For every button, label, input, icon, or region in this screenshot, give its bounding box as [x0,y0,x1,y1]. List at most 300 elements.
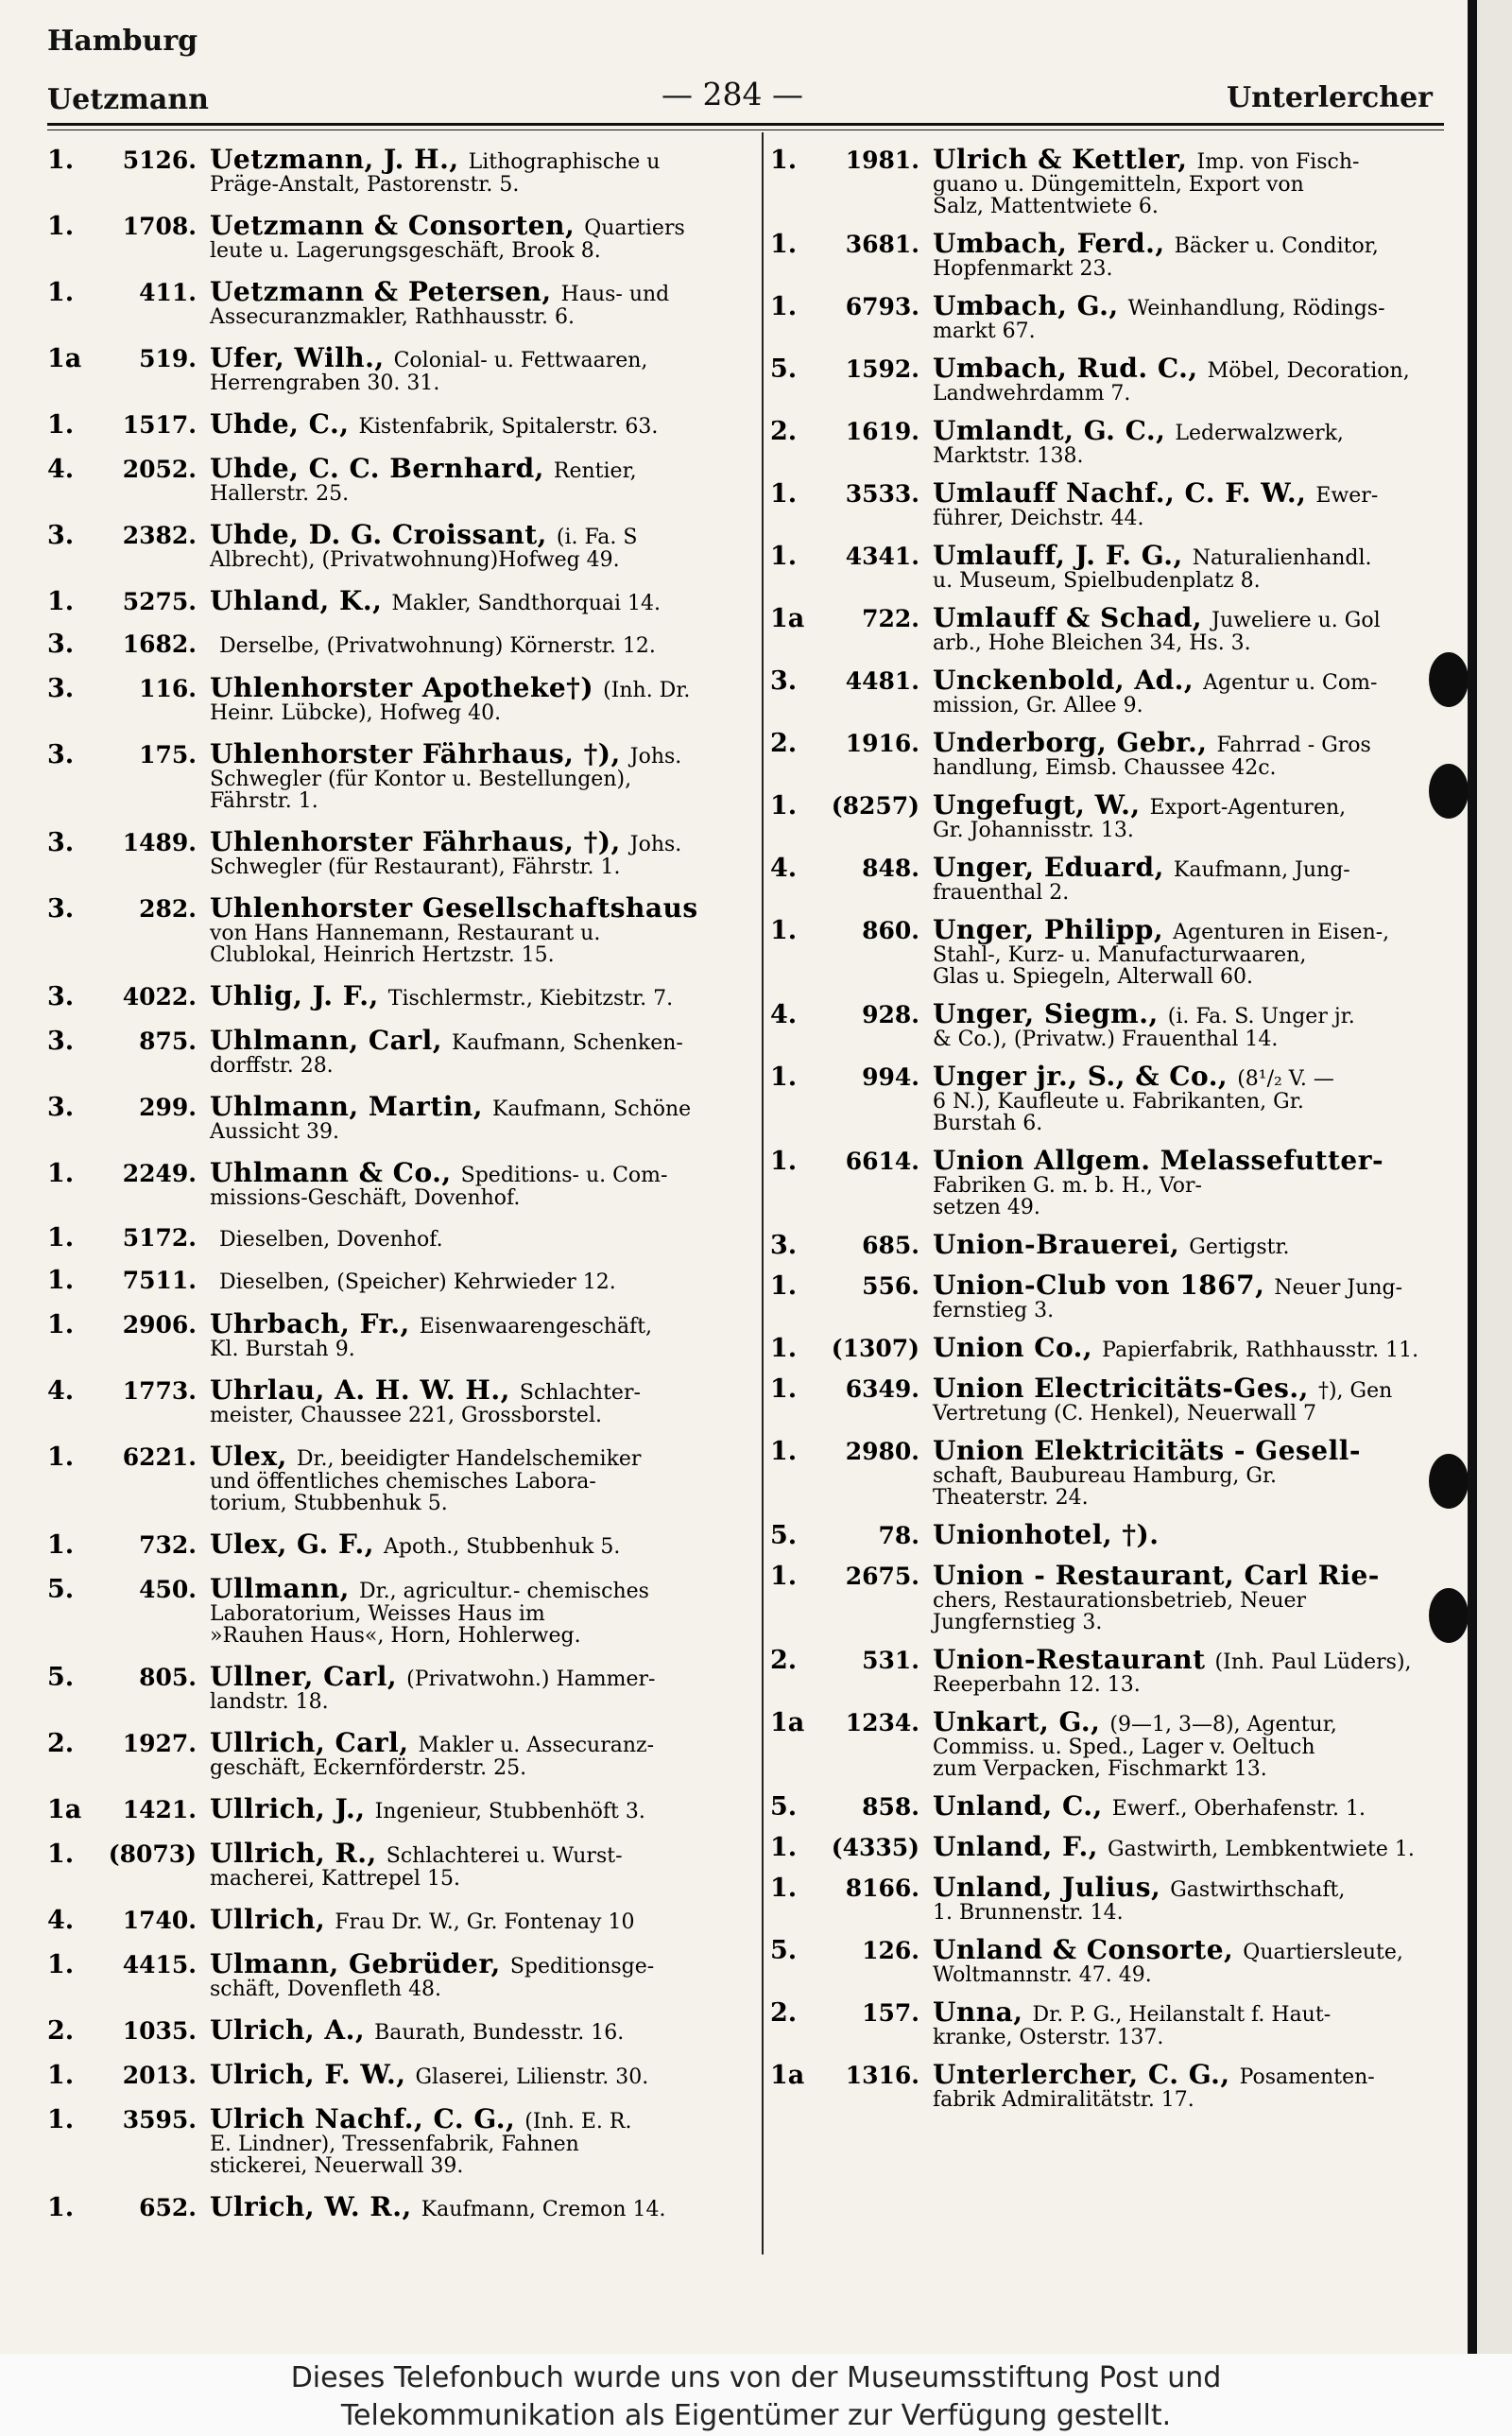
entry-first-line [47,1904,742,1935]
entry-continuation-line: Fabriken G. m. b. H., Vor- [933,1174,1202,1198]
entry-first-line [47,519,742,550]
entry-description: Naturalienhandl. [1192,546,1372,570]
entry-description: Apoth., Stubbenhuk 5. [384,1535,621,1559]
entry-description: Quartiers [584,216,685,240]
subscriber-name: Uhde, C. C. Bernhard, [210,453,544,484]
directory-entry [47,585,742,616]
entry-description: Agentur u. Com- [1203,671,1378,695]
entry-description: Ewerf., Oberhafenstr. 1. [1111,1797,1366,1821]
entry-description: †), Gen [1317,1379,1393,1403]
subscriber-name: Uetzmann & Consorten, [210,210,576,241]
subscriber-name: Uhlig, J. F., [210,980,379,1011]
entry-continuation-line: Fährstr. 1. [210,789,318,813]
phone-number: 78. [878,1522,919,1549]
exchange-code: 1. [770,1374,798,1404]
entry-continuation-line: Glas u. Spiegeln, Alterwall 60. [933,965,1253,989]
entry-continuation-line: Stahl-, Kurz- u. Manufacturwaaren, [933,943,1307,967]
exchange-code: 3. [47,630,75,659]
exchange-code: 3. [47,521,75,550]
phone-number: 1916. [845,730,919,757]
page-spine-shadow [1468,0,1477,2354]
exchange-code: 4. [47,1376,75,1406]
directory-entry [770,852,1465,905]
entry-first-line [47,210,742,241]
subscriber-name: Uhde, D. G. Croissant, [210,519,547,550]
entry-continuation-line: guano u. Düngemitteln, Export von [933,173,1304,197]
directory-entry [47,408,742,440]
entry-first-line [770,1831,1465,1862]
entry-first-line [770,1061,1465,1092]
phone-number: 1592. [845,355,919,383]
directory-entry [47,2059,742,2090]
entry-first-line [47,1661,742,1692]
entry-continuation-line: fernstieg 3. [933,1299,1055,1322]
subscriber-name: Uhlenhorster Apotheke†) [210,672,594,703]
footer-line-1: Dieses Telefonbuch wurde uns von der Museumsstiftung Post und [290,2361,1222,2394]
exchange-code: 1. [770,1562,798,1591]
subscriber-name: Unland & Consorte, [933,1934,1234,1965]
exchange-code: 1. [47,146,75,175]
entry-continuation-line: Gr. Johannisstr. 13. [933,819,1134,842]
entry-first-line [47,1529,742,1560]
entry-description: Möbel, Decoration, [1207,359,1410,383]
directory-entry [770,602,1465,655]
subscriber-name: Unger, Philipp, [933,914,1164,945]
entry-continuation-line: Marktstr. 138. [933,444,1084,468]
subscriber-name: Umlauff Nachf., C. F. W., [933,477,1307,509]
entry-description: Lederwalzwerk, [1175,422,1344,445]
subscriber-name: Ulex, [210,1441,287,1472]
exchange-code: 1. [47,1443,75,1472]
exchange-code: 3. [47,894,75,924]
entry-description: Haus- und [560,283,670,306]
entry-description: Gertigstr. [1189,1235,1290,1259]
phone-number: 7511. [122,1267,197,1294]
directory-entry [770,228,1465,281]
entry-description: Export-Agenturen, [1149,796,1347,820]
subscriber-name: Umbach, Rud. C., [933,353,1198,384]
subscriber-name: Unna, [933,1996,1023,2028]
entry-continuation-line: Vertretung (C. Henkel), Neuerwall 7 [933,1402,1316,1425]
entry-first-line [47,2014,742,2046]
phone-number: 2052. [122,456,197,483]
copyright-footer [0,2354,1512,2436]
directory-entry [770,1706,1465,1781]
subscriber-name: Underborg, Gebr., [933,727,1208,758]
entry-continuation-line: 1. Brunnenstr. 14. [933,1901,1124,1925]
entry-description: Quartiersleute, [1243,1941,1403,1964]
directory-entry [770,1373,1465,1425]
exchange-code: 1a [47,1795,82,1824]
binding-hole-mark [1429,1588,1469,1643]
entry-continuation-line: markt 67. [933,320,1036,343]
entry-description: Imp. von Fisch- [1196,150,1360,174]
directory-entry [770,1061,1465,1135]
entry-description: Dr., agricultur.- chemisches [358,1580,649,1603]
subscriber-name: Ullner, Carl, [210,1661,398,1692]
entry-continuation-line: Commiss. u. Sped., Lager v. Oeltuch [933,1736,1315,1759]
exchange-code: 1. [47,1223,75,1253]
directory-entry [770,1435,1465,1510]
entry-continuation-line: setzen 49. [933,1196,1040,1219]
phone-number: 157. [862,1999,919,2027]
directory-entry [47,1948,742,2001]
entry-description: (Privatwohn.) Hammer- [406,1667,656,1691]
directory-entry [770,290,1465,343]
exchange-code: 1. [770,1334,798,1363]
phone-number: 4481. [845,667,919,695]
subscriber-name: Union Co., [933,1332,1093,1363]
subscriber-name: Union Allgem. Melassefutter- [933,1145,1384,1176]
directory-entry [770,1831,1465,1862]
subscriber-name: Unger, Eduard, [933,852,1164,883]
directory-entry [47,1838,742,1891]
entry-description: Tischlermstr., Kiebitzstr. 7. [387,987,674,1011]
entry-first-line [47,144,742,175]
exchange-code: 5. [47,1663,75,1692]
entry-continuation-line: frauenthal 2. [933,881,1070,905]
entry-description: (i. Fa. S [556,526,638,549]
entry-first-line [770,1145,1465,1176]
entry-continuation-line: Hallerstr. 25. [210,482,350,506]
subscriber-name: Uhlenhorster Fährhaus, †), [210,738,621,769]
exchange-code: 3. [770,1231,798,1260]
subscriber-name: Unkart, G., [933,1706,1101,1737]
directory-entry [47,1793,742,1824]
entry-description: (Inh. Dr. [603,679,691,702]
subscriber-name: Uhlmann, Martin, [210,1091,483,1122]
subscriber-name: Ullmann, [210,1573,350,1604]
phone-number: 8166. [845,1875,919,1902]
entry-first-line [770,1332,1465,1363]
phone-number: 994. [862,1063,919,1091]
subscriber-name: Ufer, Wilh., [210,342,385,373]
exchange-code: 1a [47,344,82,373]
phone-number: 6349. [845,1375,919,1403]
entry-continuation-line: Woltmannstr. 47. 49. [933,1963,1152,1987]
entry-first-line [47,1573,742,1604]
exchange-code: 4. [770,1000,798,1029]
entry-continuation-line: zum Verpacken, Fischmarkt 13. [933,1757,1267,1781]
entry-continuation-line: Heinr. Lübcke), Hofweg 40. [210,701,502,725]
subscriber-name: Ulrich, W. R., [210,2191,412,2222]
entry-description: (i. Fa. S. Unger jr. [1167,1005,1355,1028]
entry-first-line [770,1435,1465,1466]
exchange-code: 1. [47,1310,75,1339]
subscriber-name: Unland, Julius, [933,1872,1161,1903]
exchange-code: 1. [770,146,798,175]
entry-continuation-line: leute u. Lagerungsgeschäft, Brook 8. [210,239,601,263]
entry-first-line [770,1519,1465,1550]
subscriber-name: Ullrich, Carl, [210,1727,409,1758]
entry-first-line [47,1223,742,1253]
entry-first-line [770,1996,1465,2028]
phone-number: 860. [862,917,919,944]
entry-first-line [47,1441,742,1472]
entry-first-line [47,2103,742,2134]
subscriber-name: Uhlenhorster Fährhaus, †), [210,826,621,857]
subscriber-name: Union-Brauerei, [933,1229,1180,1260]
entry-continuation-line: Albrecht), (Privatwohnung)Hofweg 49. [210,548,620,572]
footer-line-2: Telekommunikation als Eigentümer zur Verfügung gestellt. [340,2399,1172,2432]
subscriber-name: Uhlmann & Co., [210,1157,452,1188]
exchange-code: 2. [770,729,798,758]
entry-first-line [770,789,1465,821]
exchange-code: 3. [47,674,75,703]
exchange-code: 2. [770,417,798,446]
directory-entry [47,1904,742,1935]
exchange-code: 1a [770,2061,805,2090]
entry-continuation-line: schäft, Dovenfleth 48. [210,1978,442,2001]
directory-entry [770,1996,1465,2049]
entry-first-line [770,353,1465,384]
phone-number: 1316. [845,2062,919,2089]
entry-continuation-line: Herrengraben 30. 31. [210,371,440,395]
entry-continuation-line: & Co.), (Privatw.) Frauenthal 14. [933,1028,1279,1051]
entry-first-line [770,2059,1465,2090]
subscriber-name: Umlauff, J. F. G., [933,540,1183,571]
entry-first-line [47,1091,742,1122]
phone-number: 6221. [122,1443,197,1471]
entry-description: Gastwirth, Lembkentwiete 1. [1108,1838,1415,1861]
entry-description: Gastwirthschaft, [1170,1878,1346,1902]
entry-description: Speditions- u. Com- [460,1164,668,1187]
entry-first-line [770,1790,1465,1822]
phone-number: 685. [862,1232,919,1259]
directory-entry [47,453,742,506]
entry-description: Dieselben, (Speicher) Kehrwieder 12. [219,1270,616,1294]
directory-entry [47,2103,742,2178]
left-column [47,144,742,2236]
entry-description: Dr. P. G., Heilanstalt f. Haut- [1032,2003,1332,2027]
entry-description: Kaufmann, Schöne [491,1097,692,1121]
entry-first-line [770,1373,1465,1404]
phone-number: 5275. [122,588,197,615]
entry-first-line [770,1934,1465,1965]
phone-number: 1619. [845,418,919,445]
entry-continuation-line: macherei, Kattrepel 15. [210,1867,460,1891]
directory-entry [770,1934,1465,1987]
entry-description: Lithographische u [468,150,661,174]
entry-continuation-line: »Rauhen Haus«, Horn, Hohlerweg. [210,1624,581,1648]
entry-continuation-line: stickerei, Neuerwall 39. [210,2154,464,2178]
phone-number: 2675. [845,1563,919,1590]
exchange-code: 1. [770,1271,798,1301]
subscriber-name: Ullrich, [210,1904,326,1935]
entry-first-line [770,1706,1465,1737]
entry-first-line [47,1838,742,1869]
entry-continuation-line: Schwegler (für Restaurant), Fährstr. 1. [210,855,621,879]
exchange-code: 1. [47,1266,75,1295]
entry-first-line [770,1270,1465,1301]
entry-description: (8¹/₂ V. — [1237,1067,1334,1091]
entry-continuation-line: geschäft, Eckernförderstr. 25. [210,1756,527,1780]
entry-continuation-line: Theaterstr. 24. [933,1486,1089,1510]
entry-description: Bäcker u. Conditor, [1174,234,1379,258]
entry-continuation-line: mission, Gr. Allee 9. [933,694,1143,717]
entry-description: Kistenfabrik, Spitalerstr. 63. [358,415,659,439]
right-running-head: Unterlercher [1227,81,1433,114]
subscriber-name: Unger, Siegm., [933,998,1159,1029]
exchange-code: 1. [47,410,75,440]
directory-entry [47,342,742,395]
phone-number: (8073) [108,1840,197,1868]
entry-continuation-line: u. Museum, Spielbudenplatz 8. [933,569,1261,593]
subscriber-name: Uhde, C., [210,408,350,440]
subscriber-name: Ulrich & Kettler, [933,144,1188,175]
exchange-code: 1. [47,1950,75,1979]
subscriber-name: Umlauff & Schad, [933,602,1203,633]
phone-number: 2980. [845,1438,919,1465]
exchange-code: 1. [47,278,75,307]
directory-entry [47,1091,742,1144]
entry-first-line [47,1025,742,1056]
entry-continuation-line: missions-Geschäft, Dovenhof. [210,1186,521,1210]
directory-entry [770,914,1465,989]
entry-description: (9—1, 3—8), Agentur, [1109,1713,1337,1736]
directory-entry [770,1270,1465,1322]
entry-description: Baurath, Bundesstr. 16. [374,2021,625,2045]
subscriber-name: Union Electricitäts-Ges., [933,1373,1309,1404]
entry-description: Agenturen in Eisen-, [1173,921,1390,944]
phone-number: 2906. [122,1311,197,1339]
header-rule [47,123,1444,126]
entry-first-line [47,672,742,703]
exchange-code: 1. [770,1063,798,1092]
page-number: — 284 — [662,76,803,112]
entry-first-line [47,2191,742,2222]
entry-first-line [770,665,1465,696]
phone-number: 3595. [122,2106,197,2134]
entry-description: Neuer Jung- [1274,1276,1403,1300]
entry-first-line [47,1308,742,1339]
exchange-code: 3. [47,828,75,857]
entry-description: Frau Dr. W., Gr. Fontenay 10 [335,1910,635,1934]
phone-number: 1773. [122,1377,197,1405]
phone-number: 126. [862,1937,919,1964]
phone-number: 116. [139,675,197,702]
directory-entry [770,1872,1465,1925]
phone-number: 3681. [845,231,919,258]
binding-hole-mark [1429,764,1469,819]
subscriber-name: Umbach, Ferd., [933,228,1165,259]
exchange-code: 2. [770,1646,798,1675]
entry-continuation-line: Burstah 6. [933,1112,1043,1135]
entry-description: Colonial- u. Fettwaaren, [393,349,648,372]
entry-first-line [47,1374,742,1406]
directory-entry [47,672,742,725]
binding-hole-mark [1429,652,1469,707]
phone-number: 1489. [122,829,197,856]
exchange-code: 1. [47,212,75,241]
subscriber-name: Unland, C., [933,1790,1103,1822]
phone-number: 175. [139,741,197,769]
directory-entry [47,1573,742,1648]
phone-number: 6614. [845,1148,919,1175]
entry-description: Kaufmann, Cremon 14. [421,2198,666,2221]
entry-first-line [47,453,742,484]
entry-continuation-line: schaft, Baubureau Hamburg, Gr. [933,1464,1278,1488]
entry-description: Papierfabrik, Rathhausstr. 11. [1102,1339,1419,1362]
directory-entry [47,826,742,879]
exchange-code: 4. [47,1906,75,1935]
entry-first-line [47,1948,742,1979]
phone-number: 1981. [845,147,919,174]
subscriber-name: Union - Restaurant, Carl Rie- [933,1560,1380,1591]
entry-continuation-line: und öffentliches chemisches Labora- [210,1470,596,1494]
subscriber-name: Unckenbold, Ad., [933,665,1194,696]
directory-entry [47,1441,742,1515]
exchange-code: 1. [770,1147,798,1176]
subscriber-name: Unterlercher, C. G., [933,2059,1230,2090]
phone-number: 1927. [122,1730,197,1757]
subscriber-name: Uhlmann, Carl, [210,1025,442,1056]
phone-number: 282. [139,895,197,923]
phone-number: 652. [139,2194,197,2221]
phone-number: 2382. [122,522,197,549]
entry-continuation-line: Jungfernstieg 3. [933,1611,1103,1634]
entry-continuation-line: führer, Deichstr. 44. [933,507,1144,530]
exchange-code: 2. [47,1729,75,1758]
subscriber-name: Uhland, K., [210,585,383,616]
exchange-code: 1. [770,542,798,571]
entry-first-line [47,738,742,769]
phone-number: 1421. [122,1796,197,1823]
phone-number: 556. [862,1272,919,1300]
entry-continuation-line: Clublokal, Heinrich Hertzstr. 15. [210,943,555,967]
phone-number: 858. [862,1793,919,1821]
directory-entry [47,276,742,329]
directory-entry [770,1644,1465,1697]
entry-first-line [770,1872,1465,1903]
entry-first-line [770,1229,1465,1260]
entry-first-line [47,1727,742,1758]
exchange-code: 3. [47,1027,75,1056]
exchange-code: 1. [770,292,798,321]
entry-continuation-line: E. Lindner), Tressenfabrik, Fahnen [210,2133,579,2156]
directory-entry [770,1229,1465,1260]
directory-entry [770,144,1465,218]
phone-number: 6793. [845,293,919,320]
entry-continuation-line: Schwegler (für Kontor u. Bestellungen), [210,768,632,791]
phone-number: 3533. [845,480,919,508]
left-running-head: Uetzmann [47,83,209,116]
directory-entry [770,540,1465,593]
exchange-code: 2. [770,1998,798,2028]
subscriber-name: Ulrich, A., [210,2014,366,2046]
entry-description: (Inh. Paul Lüders), [1214,1650,1412,1674]
phone-number: 4022. [122,983,197,1011]
entry-description: Posamenten- [1239,2065,1375,2089]
phone-number: 519. [139,345,197,372]
phone-number: 732. [139,1531,197,1559]
subscriber-name: Unland, F., [933,1831,1099,1862]
exchange-code: 1. [770,916,798,945]
directory-entry [770,415,1465,468]
exchange-code: 1. [47,2193,75,2222]
entry-first-line [770,914,1465,945]
entry-continuation-line: Präge-Anstalt, Pastorenstr. 5. [210,173,520,197]
phone-number: 4415. [122,1951,197,1978]
exchange-code: 1. [47,587,75,616]
directory-entry [47,1661,742,1714]
subscriber-name: Ulmann, Gebrüder, [210,1948,501,1979]
phone-number: 1517. [122,411,197,439]
exchange-code: 1. [47,1159,75,1188]
directory-entry [47,892,742,967]
entry-description: Makler, Sandthorquai 14. [391,592,662,615]
entry-continuation-line: chers, Restaurationsbetrieb, Neuer [933,1589,1307,1613]
